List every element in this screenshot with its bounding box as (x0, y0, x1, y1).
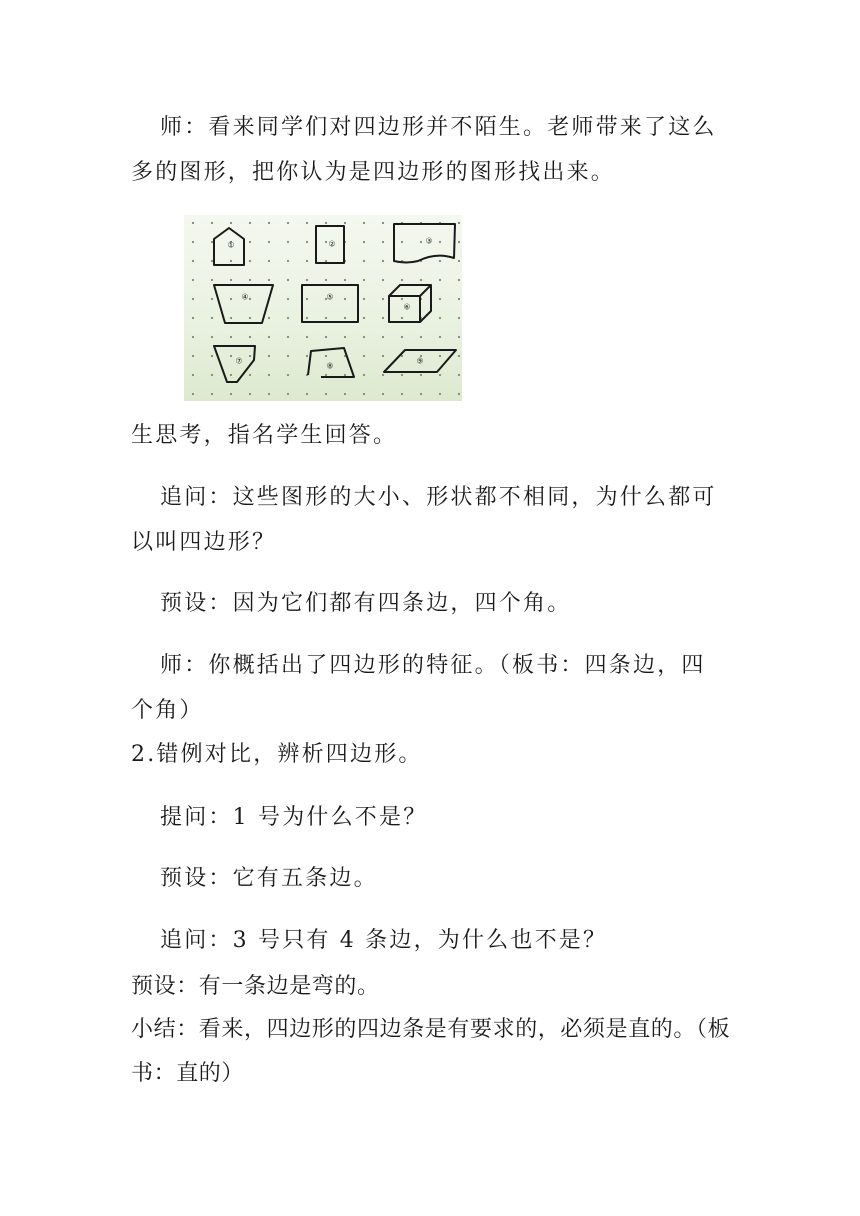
shape-label-7: ⑦ (235, 356, 243, 366)
grid-dot (325, 241, 327, 243)
grid-dot (363, 260, 365, 262)
shape-6-cube-top (389, 285, 431, 296)
grid-dot (458, 355, 460, 357)
shape-label-9: ⑨ (416, 356, 424, 366)
grid-dot (344, 374, 346, 376)
grid-dot (192, 298, 194, 300)
grid-dot (268, 374, 270, 376)
grid-dot (268, 241, 270, 243)
grid-dot (249, 355, 251, 357)
grid-dot (211, 260, 213, 262)
grid-dot (249, 336, 251, 338)
grid-dot (325, 374, 327, 376)
grid-dot (287, 260, 289, 262)
paragraph-preset-features: 预设：因为它们都有四条边，四个角。 (160, 591, 572, 616)
grid-dot (325, 317, 327, 319)
grid-dot (211, 241, 213, 243)
grid-dot (363, 374, 365, 376)
grid-dot (230, 279, 232, 281)
shape-label-3: ③ (425, 236, 433, 246)
grid-dot (363, 298, 365, 300)
grid-dot (287, 241, 289, 243)
grid-dot (420, 336, 422, 338)
paragraph-teacher-intro-2: 多的图形，把你认为是四边形的图形找出来。 (131, 160, 616, 185)
grid-dot (382, 355, 384, 357)
grid-dot (458, 374, 460, 376)
grid-dot (401, 298, 403, 300)
grid-dot (249, 374, 251, 376)
paragraph-follow-up-2: 以叫四边形？ (131, 530, 277, 555)
grid-dot (325, 393, 327, 395)
grid-dot (287, 298, 289, 300)
grid-dot (439, 317, 441, 319)
shape-5-rectangle (302, 285, 358, 322)
grid-dot (192, 222, 194, 224)
grid-dot (420, 279, 422, 281)
grid-dot (268, 222, 270, 224)
grid-dot (401, 317, 403, 319)
grid-dot (325, 279, 327, 281)
grid-dot (325, 336, 327, 338)
grid-dot (382, 260, 384, 262)
grid-dot (230, 298, 232, 300)
grid-dot (211, 374, 213, 376)
shape-label-6: ⑥ (403, 302, 411, 312)
grid-dot (382, 393, 384, 395)
grid-dot (363, 355, 365, 357)
grid-dot (306, 355, 308, 357)
paragraph-preset-curved: 预设：有一条边是弯的。 (131, 974, 380, 999)
shape-label-1: ① (227, 240, 235, 250)
shape-label-2: ② (328, 239, 336, 249)
grid-dot (192, 374, 194, 376)
grid-dot (325, 355, 327, 357)
grid-dot (344, 279, 346, 281)
grid-dot (268, 317, 270, 319)
grid-dot (439, 241, 441, 243)
grid-dot (401, 336, 403, 338)
grid-dot (287, 355, 289, 357)
grid-dot (420, 393, 422, 395)
grid-dot (249, 298, 251, 300)
grid-dot (306, 317, 308, 319)
grid-dot (382, 298, 384, 300)
grid-dot (382, 336, 384, 338)
paragraph-preset-five-sides: 预设：它有五条边。 (160, 866, 378, 891)
grid-dot (363, 279, 365, 281)
grid-dot (211, 393, 213, 395)
grid-dot (230, 317, 232, 319)
grid-dot (420, 241, 422, 243)
grid-dot (249, 279, 251, 281)
grid-dot (439, 393, 441, 395)
grid-dot (420, 374, 422, 376)
grid-dot (230, 355, 232, 357)
grid-dot (249, 393, 251, 395)
grid-dot (211, 317, 213, 319)
grid-dot (363, 222, 365, 224)
paragraph-teacher-summary-1: 师：你概括出了四边形的特征。（板书：四条边，四 (160, 653, 706, 678)
grid-dot (382, 317, 384, 319)
grid-dot (401, 393, 403, 395)
grid-dot (363, 317, 365, 319)
paragraph-follow-up-1: 追问：这些图形的大小、形状都不相同，为什么都可 (160, 485, 717, 510)
shape-label-5: ⑤ (326, 292, 334, 302)
grid-dot (192, 336, 194, 338)
grid-dot (192, 317, 194, 319)
grid-dot (382, 374, 384, 376)
grid-dot (192, 355, 194, 357)
grid-dot (192, 241, 194, 243)
grid-dot (306, 241, 308, 243)
section-heading-2: 2.错例对比，辨析四边形。 (131, 742, 423, 767)
paragraph-summary-2: 书：直的） (131, 1061, 245, 1086)
grid-dot (268, 355, 270, 357)
grid-dot (268, 336, 270, 338)
grid-dot (325, 222, 327, 224)
grid-dot (458, 298, 460, 300)
grid-dot (192, 260, 194, 262)
paragraph-teacher-summary-2: 个角） (131, 698, 204, 723)
grid-dot (230, 393, 232, 395)
grid-dot (458, 241, 460, 243)
shapes-svg (184, 215, 462, 401)
grid-dot (287, 336, 289, 338)
grid-dot (287, 374, 289, 376)
grid-dot (401, 241, 403, 243)
shape-label-4: ④ (241, 292, 249, 302)
grid-dot (211, 279, 213, 281)
grid-dot (287, 317, 289, 319)
grid-dot (268, 393, 270, 395)
grid-dot (211, 222, 213, 224)
grid-dot (230, 374, 232, 376)
grid-dot (306, 260, 308, 262)
grid-dot (439, 336, 441, 338)
grid-dot (249, 222, 251, 224)
grid-dot (344, 336, 346, 338)
grid-dot (287, 222, 289, 224)
grid-dot (363, 393, 365, 395)
grid-dot (306, 279, 308, 281)
grid-dot (211, 336, 213, 338)
grid-dot (344, 222, 346, 224)
grid-dot (439, 279, 441, 281)
grid-dot (287, 393, 289, 395)
grid-dot (249, 317, 251, 319)
grid-dot (382, 241, 384, 243)
paragraph-teacher-intro-1: 师：看来同学们对四边形并不陌生。老师带来了这么 (160, 115, 717, 140)
grid-dot (249, 260, 251, 262)
grid-dot (439, 260, 441, 262)
grid-dot (306, 222, 308, 224)
paragraph-summary-1: 小结：看来，四边形的四边条是有要求的，必须是直的。（板 (131, 1017, 731, 1042)
grid-dot (230, 336, 232, 338)
grid-dot (439, 374, 441, 376)
grid-dot (192, 279, 194, 281)
paragraph-student-think: 生思考，指名学生回答。 (131, 423, 398, 448)
grid-dot (230, 222, 232, 224)
grid-dot (458, 279, 460, 281)
grid-dot (458, 222, 460, 224)
grid-dot (211, 298, 213, 300)
shape-label-8: ⑧ (326, 361, 334, 371)
grid-dot (306, 298, 308, 300)
grid-dot (325, 260, 327, 262)
grid-dot (344, 298, 346, 300)
grid-dot (439, 298, 441, 300)
grid-dot (382, 222, 384, 224)
grid-dot (401, 279, 403, 281)
grid-dot (401, 374, 403, 376)
grid-dot (458, 393, 460, 395)
grid-dot (211, 355, 213, 357)
shape-4-trapezoid (214, 285, 273, 323)
grid-dot (382, 279, 384, 281)
grid-dot (363, 336, 365, 338)
grid-dot (230, 260, 232, 262)
quadrilateral-figure (184, 215, 462, 401)
grid-dot (249, 241, 251, 243)
grid-dot (268, 279, 270, 281)
paragraph-question-1: 提问：1 号为什么不是？ (160, 805, 428, 830)
grid-dot (363, 241, 365, 243)
grid-dot (287, 279, 289, 281)
grid-dot (268, 260, 270, 262)
grid-dot (192, 393, 194, 395)
grid-dot (458, 336, 460, 338)
paragraph-follow-up-3: 追问：3 号只有 4 条边，为什么也不是？ (160, 928, 608, 953)
grid-dot (344, 393, 346, 395)
grid-dot (458, 317, 460, 319)
grid-dot (439, 355, 441, 357)
grid-dot (458, 260, 460, 262)
grid-dot (306, 393, 308, 395)
grid-dot (344, 317, 346, 319)
grid-dot (306, 336, 308, 338)
